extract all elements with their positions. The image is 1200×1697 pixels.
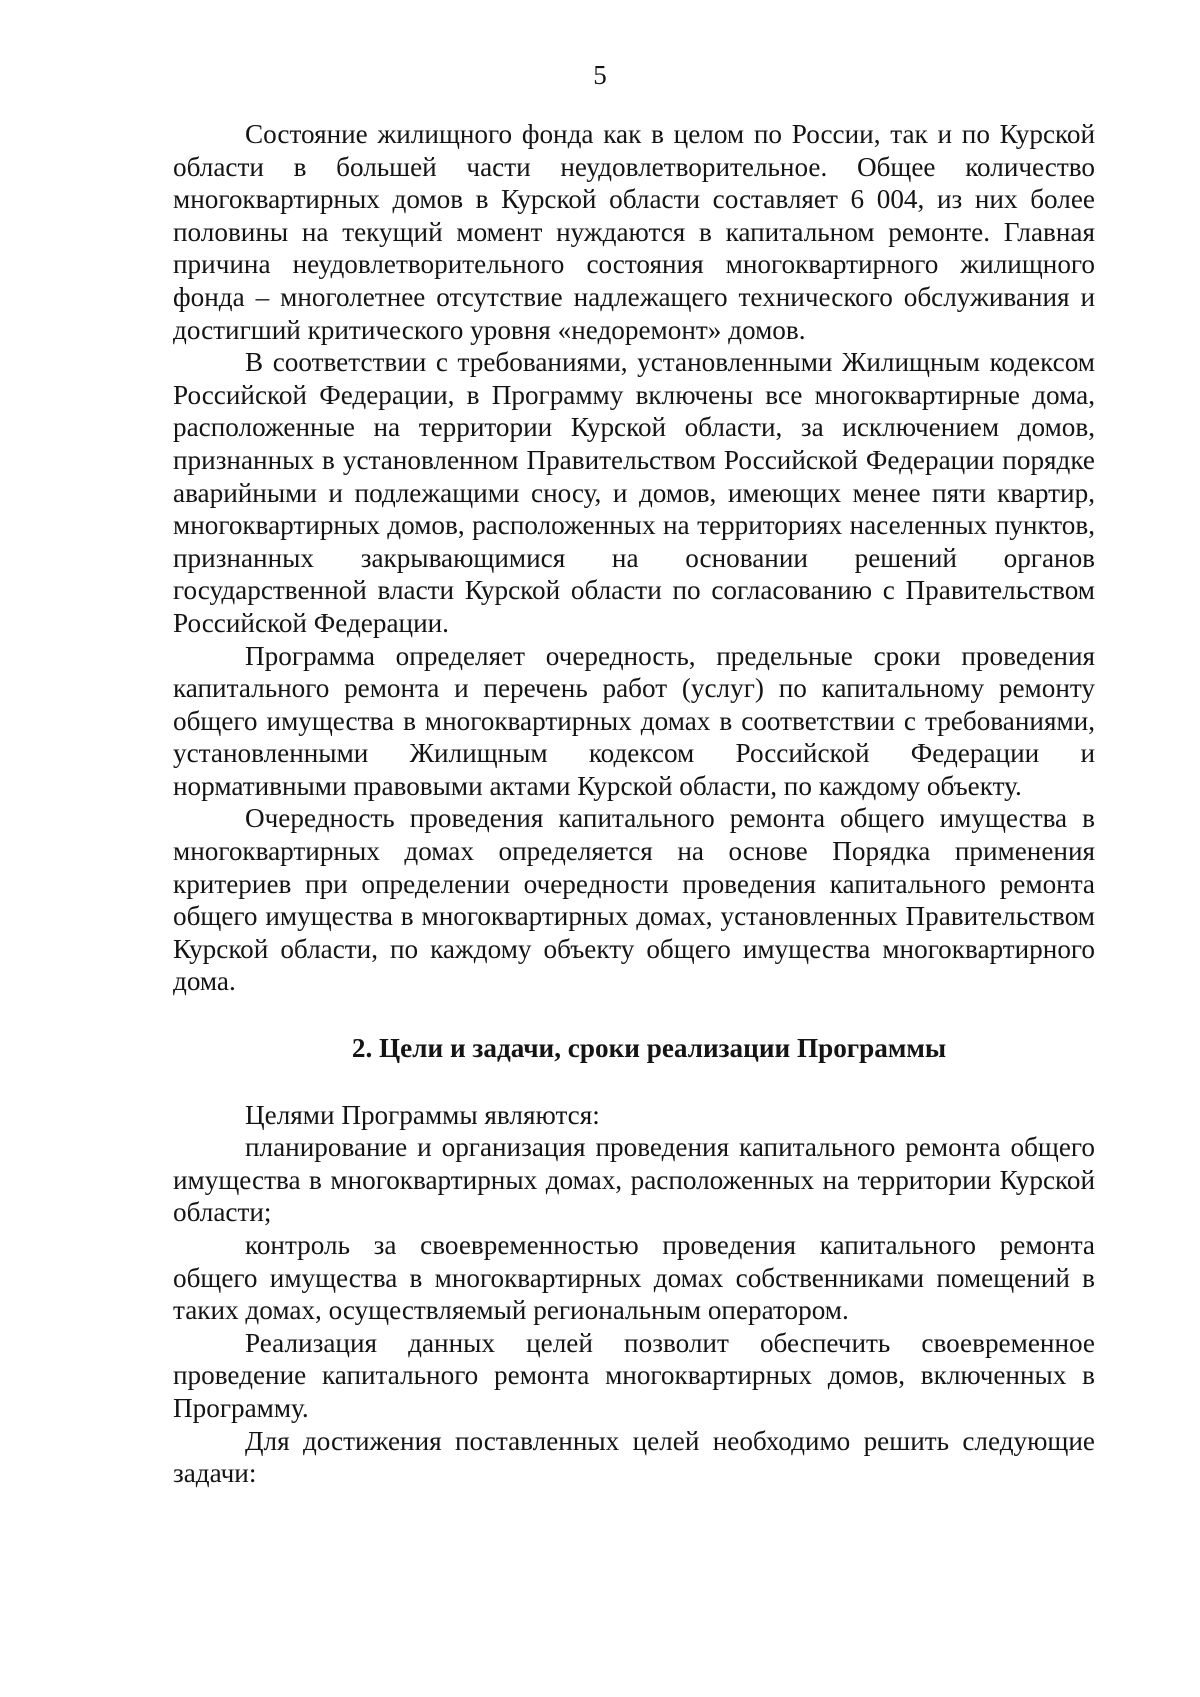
section-heading: 2. Цели и задачи, сроки реализации Программы — [351, 1033, 947, 1064]
paragraph-repair-order: Очередность проведения капитального ремонта общего имущества в многоквартирных домах определяется на основе Порядка применения критериев при определении очередности проведения капитального ремонта общего имущества в многоквартирных домах, установленных Правительством Курской области, по каждому объекту общего имущества многоквартирного дома. — [173, 803, 1095, 997]
paragraph-goals-result: Реализация данных целей позволит обеспечить своевременное проведение капитального ремонта многоквартирных домов, включенных в Программу. — [173, 1327, 1095, 1423]
spacer — [173, 1065, 1095, 1099]
spacer — [173, 998, 1095, 1032]
paragraph-program-scope: В соответствии с требованиями, установленными Жилищным кодексом Российской Федерации, в Программу включены все многоквартирные дома, расположенные на территории Курской области, за исключением домов, признанных в установленном Правительством Российской Федерации порядке аварийными и подлежащими сносу, и домов, имеющих менее пяти квартир, многоквартирных домов, расположенных на территориях населенных пунктов, признанных закрывающимися на основании решений органов государственной власти Курской области по согласованию с Правительством Российской Федерации. — [173, 347, 1095, 638]
paragraph-housing-condition: Состояние жилищного фонда как в целом по России, так и по Курской области в большей части неудовлетворительное. Общее количество многоквартирных домов в Курской области составляет 6 004, из них более половины на текущий момент нуждаются в капитальном ремонте. Главная причина неудовлетворительного состояния многоквартирного жилищного фонда – многолетнее отсутствие надлежащего технического обслуживания и достигший критического уровня «недоремонт» домов. — [173, 119, 1095, 345]
paragraph-program-defines: Программа определяет очередность, предельные сроки проведения капитального ремонта и перечень работ (услуг) по капитальному ремонту общего имущества в многоквартирных домах в соответствии с требованиями, установленными Жилищным кодексом Российской Федерации и нормативными правовыми актами Курской области, по каждому объекту. — [173, 640, 1095, 801]
document-body — [173, 118, 1095, 1490]
paragraph-goal-planning: планирование и организация проведения капитального ремонта общего имущества в многоквартирных домах, расположенных на территории Курской области; — [173, 1132, 1095, 1228]
page-number: 5 — [593, 60, 607, 90]
paragraph-goal-control: контроль за своевременностью проведения капитального ремонта общего имущества в многоквартирных домах собственниками помещений в таких домах, осуществляемый региональным оператором. — [173, 1230, 1095, 1326]
paragraph-tasks-intro: Для достижения поставленных целей необходимо решить следующие задачи: — [173, 1425, 1095, 1489]
paragraph-goals-intro: Целями Программы являются: — [245, 1099, 600, 1130]
